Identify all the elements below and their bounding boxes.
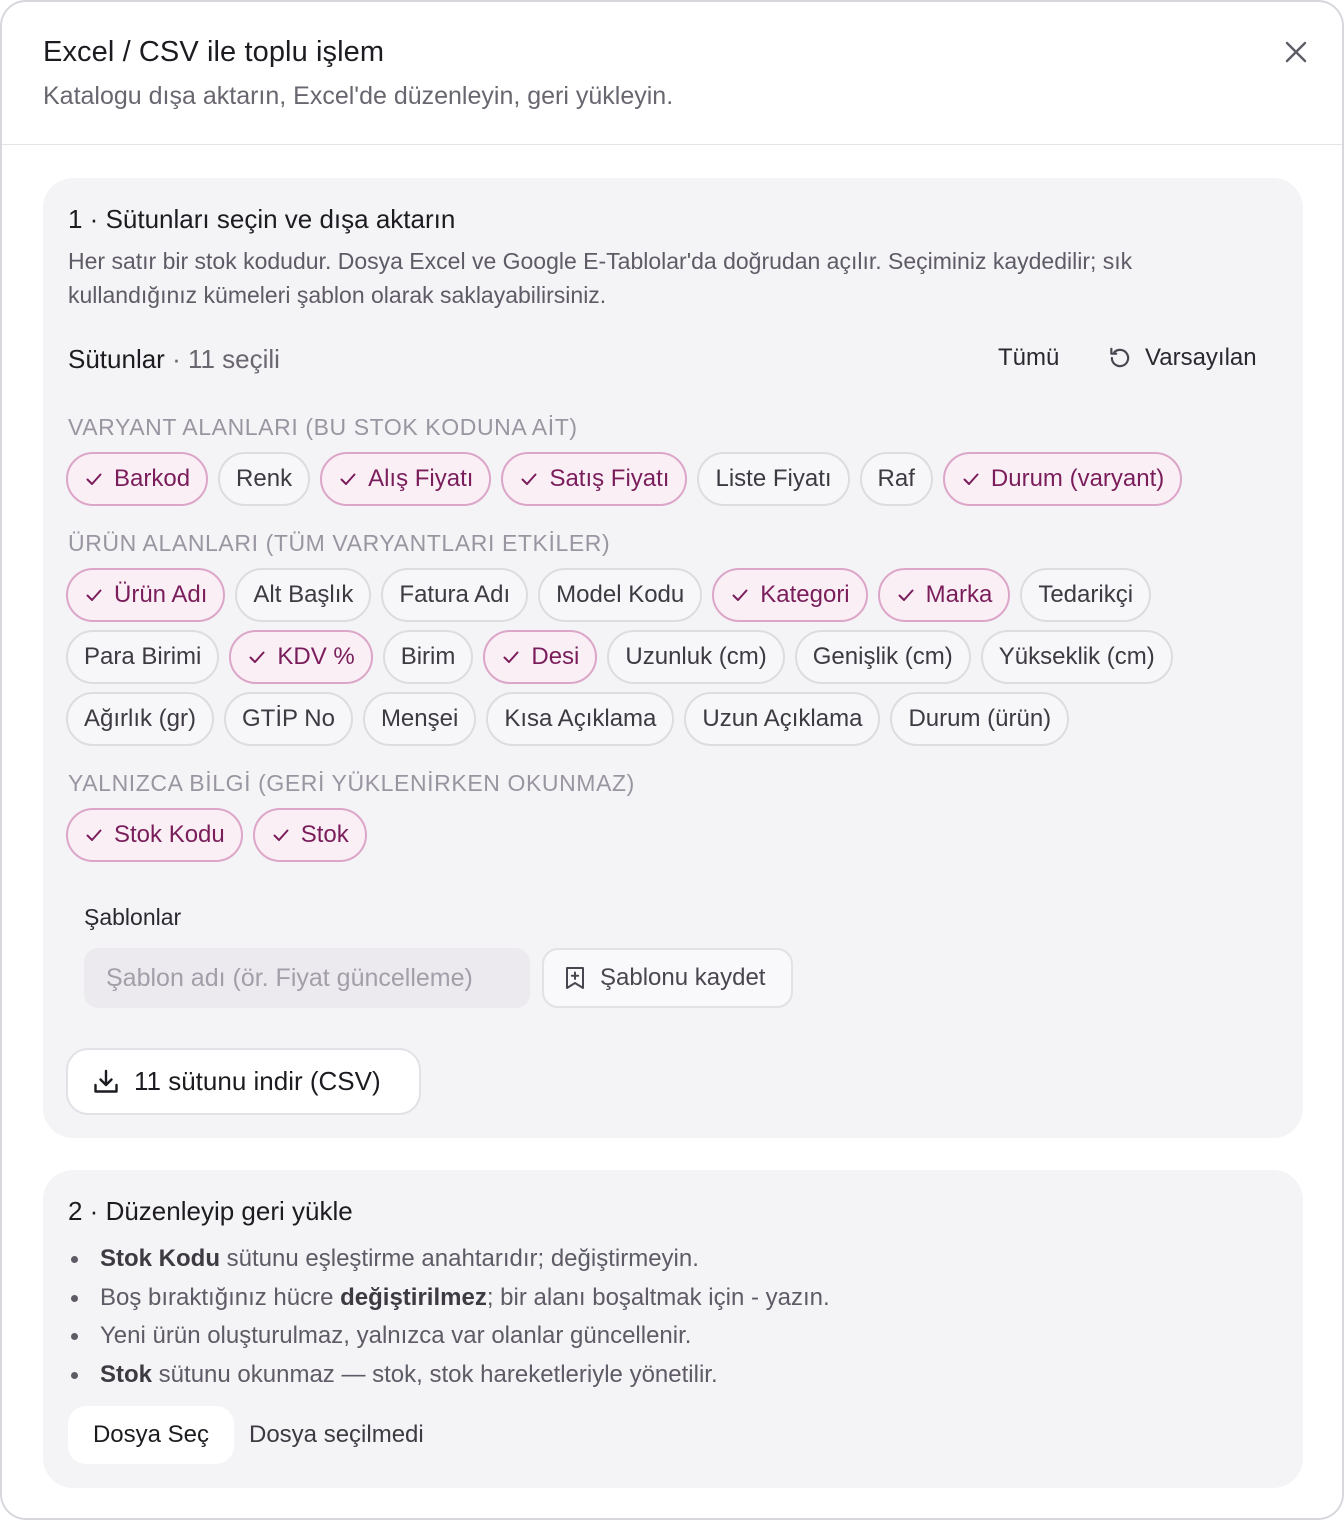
export-description: Her satır bir stok kodudur. Dosya Excel ve Google E-Tablolar'da doğrudan açılır. Seçiminiz kaydedilir; sık kullandığınız kümeleri şablon olarak saklayabilirsiniz. [68,248,1133,308]
chip-label: Model Kodu [556,581,685,608]
column-chip[interactable] [66,452,208,506]
column-chip[interactable] [981,630,1173,684]
chip-label: Liste Fiyatı [715,465,832,492]
column-chip[interactable] [483,630,597,684]
rule-bold: değiştirilmez [340,1283,487,1311]
chip-label: Raf [877,465,915,492]
chip-label: KDV % [277,643,355,670]
chip-label: Fatura Adı [399,581,511,608]
dialog-subtitle: Katalogu dışa aktarın, Excel'de düzenleyin, geri yükleyin. [43,82,674,110]
check-icon [896,585,916,605]
columns-label: Sütunlar [68,344,165,374]
rule-item [68,1279,830,1318]
chip-row [66,808,367,862]
check-icon [519,469,539,489]
bookmark-add-icon [564,966,586,990]
column-chip[interactable] [224,692,353,746]
column-chip[interactable] [1020,568,1151,622]
chip-label: Marka [925,581,993,608]
chip-label: Ağırlık (gr) [84,705,197,732]
chip-label: Kısa Açıklama [504,705,657,732]
check-icon [338,469,358,489]
download-csv-button[interactable] [66,1048,421,1115]
columns-header [68,344,280,375]
column-chip[interactable] [878,568,1011,622]
column-chip[interactable] [66,630,219,684]
rule-text: Yeni ürün oluşturulmaz, yalnızca var olanlar güncellenir. [100,1322,692,1349]
file-status: Dosya seçilmedi [249,1421,424,1448]
chip-label: Durum (ürün) [908,705,1052,732]
rule-item [68,1240,830,1279]
check-icon [84,825,104,845]
rule-text: ; bir alanı boşaltmak için - yazın. [486,1283,830,1311]
chip-label: Satış Fiyatı [549,465,670,492]
download-icon [92,1068,120,1096]
close-icon [1285,41,1307,63]
save-template-button[interactable] [542,948,793,1008]
column-chip[interactable] [383,630,474,684]
choose-file-button[interactable]: Dosya Seç [68,1406,234,1464]
column-chip[interactable] [860,452,933,506]
rule-item [68,1356,830,1395]
check-icon [271,825,291,845]
column-chip[interactable] [363,692,476,746]
download-label: 11 sütunu indir (CSV) [134,1066,381,1096]
reset-icon [1107,345,1133,371]
import-rules-list [68,1240,830,1394]
chip-label: Tedarikçi [1038,581,1134,608]
check-icon [247,647,267,667]
column-chip[interactable] [320,452,491,506]
import-card [43,1170,1303,1488]
chip-label: Alt Başlık [253,581,354,608]
chip-row [66,452,1182,506]
rule-text: sütunu okunmaz — stok, stok hareketleriyle yönetilir. [152,1360,718,1388]
group-label-product: ÜRÜN ALANLARI (TÜM VARYANTLARI ETKİLER) [68,530,611,556]
column-chip[interactable] [943,452,1182,506]
column-chip[interactable] [486,692,674,746]
check-icon [84,469,104,489]
select-all-button[interactable]: Tümü [998,344,1060,371]
group-label-variant: VARYANT ALANLARI (BU STOK KODUNA AİT) [68,414,578,440]
chip-label: Ürün Adı [114,581,208,608]
column-chip[interactable] [253,808,367,862]
column-chip[interactable] [697,452,849,506]
column-chip[interactable] [66,808,243,862]
chip-label: Kategori [760,581,850,608]
column-chip[interactable] [218,452,310,506]
column-chip[interactable] [890,692,1069,746]
column-chip[interactable] [229,630,372,684]
chip-label: GTİP No [242,705,335,732]
chip-label: Yükseklik (cm) [998,643,1155,670]
export-title: 1 · Sütunları seçin ve dışa aktarın [68,204,456,234]
column-chip[interactable] [684,692,880,746]
column-chip[interactable] [795,630,971,684]
templates-label: Şablonlar [84,904,182,930]
chip-label: Desi [531,643,580,670]
chip-label: Uzunluk (cm) [625,643,767,670]
selected-count: · 11 seçili [172,344,280,374]
dialog-title: Excel / CSV ile toplu işlem [43,36,385,68]
default-button[interactable] [1107,344,1257,372]
default-label: Varsayılan [1145,344,1257,371]
check-icon [961,469,981,489]
chip-label: Uzun Açıklama [702,705,863,732]
check-icon [501,647,521,667]
chip-label: Stok Kodu [114,821,225,848]
column-chip[interactable] [712,568,867,622]
dialog-header [2,2,1342,145]
rule-bold: Stok Kodu [100,1245,220,1272]
column-chip[interactable] [66,692,214,746]
rule-text: sütunu eşleştirme anahtarıdır; değiştirmeyin. [220,1245,699,1272]
column-chip[interactable] [66,568,225,622]
chip-label: Durum (varyant) [990,465,1165,492]
chip-label: Alış Fiyatı [368,465,474,492]
chip-label: Para Birimi [84,643,202,670]
close-button[interactable] [1278,34,1314,70]
chip-label: Birim [400,643,456,670]
chip-label: Barkod [114,465,191,492]
template-name-input[interactable] [84,948,530,1008]
column-chip[interactable] [538,568,702,622]
chip-row [66,630,1173,684]
rule-pre: Boş bıraktığınız hücre [100,1283,341,1311]
column-chip[interactable] [607,630,784,684]
save-template-label: Şablonu kaydet [600,964,766,991]
chip-label: Genişlik (cm) [812,643,953,670]
chip-label: Stok [300,821,349,848]
column-chip[interactable] [501,452,687,506]
import-title: 2 · Düzenleyip geri yükle [68,1196,353,1226]
check-icon [730,585,750,605]
column-chip[interactable] [381,568,528,622]
chip-label: Menşei [380,705,459,732]
column-chip[interactable] [235,568,371,622]
check-icon [84,585,104,605]
chip-row [66,568,1151,622]
rule-bold: Stok [100,1360,153,1388]
group-label-info: YALNIZCA BİLGİ (GERİ YÜKLENİRKEN OKUNMAZ) [68,770,635,796]
rule-item [68,1317,830,1356]
export-card [43,178,1303,1138]
chip-row [66,692,1069,746]
chip-label: Renk [236,465,293,492]
